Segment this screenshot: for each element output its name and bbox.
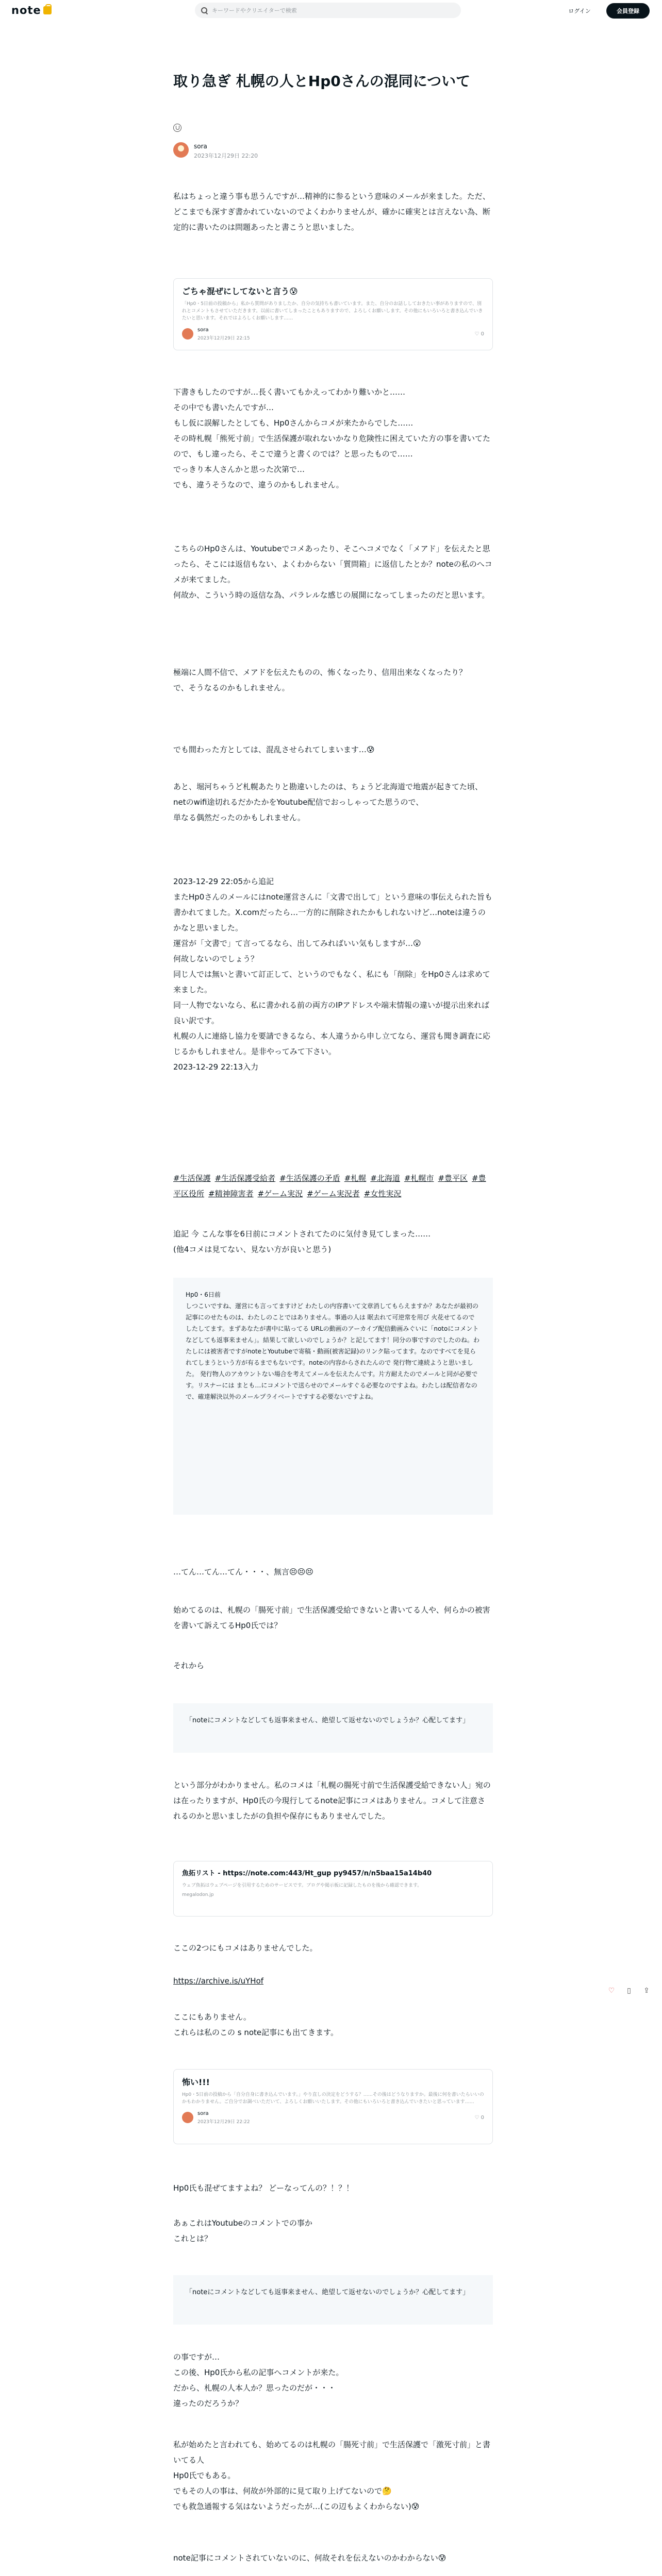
- logo-text: note: [11, 4, 41, 16]
- floating-action-icons: [606, 1985, 653, 1997]
- embed-card-1[interactable]: [173, 278, 493, 350]
- paragraph-partial: という部分がわかりません。私のコメは「札幌の腸死寸前で生活保護受給できない人」宛のは在ったりますが、Hp0氏の今現行してるnote記事にコメはありません。コメして注意されるのかと思いましたがの負担や保存にもありませんでした。: [173, 1781, 491, 1821]
- article-title: [173, 70, 493, 93]
- quote-block-3: 「noteにコメントなどしても返事来ません、絶望して返せないのでしょうか？心配してます」: [173, 2275, 493, 2325]
- embed-like-count: ♡ 0: [474, 2115, 484, 2121]
- hashtag-link[interactable]: #札幌市: [404, 1174, 434, 1183]
- magazine-icon[interactable]: [173, 124, 181, 132]
- hashtag-link[interactable]: #生活保護受給者: [214, 1174, 276, 1183]
- paragraph-7: 2023-12-29 22:05から追記 またHp0さんのメールにはnote運営さんに「文書で出して」という意味の事伝えられた旨も書かれてました。X.comだったら…一方的に削除されたかもしれないけど…noteは違うのかなと思いました。 運営が「文書で」て言ってるなら、出してみればいい気もしますが…😮 何故しないのでしょう？ 同じ人では無いと書いて訂正して、というのでもなく、私にも「削除」をHp0さんは求めて来ました。 同一人物でないなら、私に書かれる前の両方のIPアドレスや端末情報の違いが提示出来れば良い訳です。 札幌の人に連絡し協力を要請できるなら、本人違うから申し立てなら、運営も聞き調査に応じるかもしれません。是非やってみて下さい。 2023-12-29 22:13入力: [173, 877, 492, 1072]
- hashtag-link[interactable]: #女性実況: [363, 1189, 402, 1198]
- author-name[interactable]: sora: [194, 143, 207, 150]
- logo-bag-icon: [43, 6, 52, 14]
- link-card-domain: megalodon.jp: [182, 1892, 214, 1897]
- embed-like-count: ♡ 0: [474, 331, 484, 337]
- title-text: 札幌の人とHp0さんの混同について: [236, 73, 471, 90]
- archive-link-paragraph: [173, 1973, 493, 1989]
- search-bar[interactable]: [195, 3, 461, 18]
- paragraph-addendum: 追記 今 こんな事を6日前にコメントされてたのに気付き見てしまった…… (他4コメは見てない、見ない方が良いと思う): [173, 1229, 431, 1254]
- embed-date: 2023年12月29日 22:22: [197, 2120, 250, 2125]
- embed-body: Hp0・5日前の投稿から「自分自身に書き込んでいます。」やり直しの決定をどうする？……その後はどうなりますか。最後に何を書いたらいいのかもわかりません。ご自分でお調べいただいて、よろしくお願いいたします。その他にもいろいろと書き込んでいきたいと思っています……: [182, 2092, 484, 2105]
- hashtag-link[interactable]: #豊平区役所: [173, 1174, 486, 1198]
- login-button[interactable]: ログイン: [568, 8, 591, 14]
- link-card-desc: ウェブ魚拓はウェブページを引用するためのサービスです。ブログや掲示板に記録したものを後から確認できます。: [182, 1883, 422, 1888]
- search-icon: [201, 7, 208, 14]
- link-card[interactable]: [173, 1861, 493, 1917]
- paragraph-initial: 始めてるのは、札幌の「腸死寸前」で生活保護受給できないと書いてる人や、何らかの被害を書いて訴えてるHp0氏では？: [173, 1605, 490, 1630]
- hashtag-link[interactable]: #札幌: [344, 1174, 367, 1183]
- paragraph-5: でも間わった方としては、混乱させられてしまいます…😰: [173, 745, 375, 754]
- hashtag-link[interactable]: #北海道: [370, 1174, 400, 1183]
- hashtag-list-top: [173, 1171, 493, 1201]
- paragraph-watashi: 私が始めたと言われても、始めてるのは札幌の「腸死寸前」で生活保護で「激死寸前」と書いてる人 Hp0氏でもある。 でもその人の事は、何故が外部的に見て取り上げてないので🤔 でも救急通報する気はないようだったが…(この辺もよくわからない)😰: [173, 2440, 491, 2511]
- paragraph-hp0: Hp0氏も混ぜてますよね？ どーなってんの？！？！: [173, 2183, 354, 2193]
- note-logo[interactable]: [11, 4, 52, 16]
- hashtag-link[interactable]: #生活保護: [173, 1174, 211, 1183]
- signup-button[interactable]: 会員登録: [606, 3, 650, 19]
- title-prefix: 取り急ぎ: [173, 73, 231, 90]
- embed-body: 「Hp0・5日前の投稿から」私から質問がありましたか、自分の気持ちも書いています。また、自分のお話ししておきたい事がありますので、別れとコメントもさせていただきます。以前に書いてしまったこともありますので、よろしくお願いします。その他にもいろいろと書き込んでいきたいと思います。それではよろしくお願いします……: [182, 301, 483, 321]
- paragraph-3: こちらのHp0さんは、Youtubeでコメあったり、そこへコメでなく「メアド」を伝えたと思ったら、そこには返信もない、よくわからない「質問箱」に返信したとか？noteの私のへコメが来てました。 何故か、こういう時の返信な為、パラレルな感じの展開になってしまったのだと思います。: [173, 544, 492, 600]
- paragraph-6: あと、堀河ちゃうど札幌あたりと勘違いしたのは、ちょうど北海道で地震が起きてた頃、netのwifi途切れるだかたかをYoutube配信でおっしゃってた思うので、 単なる偶然だったのかもしれません。: [173, 782, 483, 822]
- embed-date: 2023年12月29日 22:15: [197, 336, 250, 341]
- site-header: [0, 0, 662, 22]
- embed-card-2[interactable]: [173, 2069, 493, 2144]
- author-avatar[interactable]: [173, 142, 189, 158]
- hashtag-link[interactable]: #生活保護の矛盾: [279, 1174, 340, 1183]
- embed-author: sora: [197, 2111, 209, 2116]
- quote-block-1: Hp0・6日前 しつこいですね、運営にも言ってますけど わたしの内容書いて文章消してもらえますか？あなたが最初の記事にのせたものは、わたしのことではありません。事過の人は 眠去れて可逆常を用び 火花せてるのでしたしてます。まずあなたが書中に貼ってる URLの動画のアーカイブ配信動画みぐいに「notoにコメントなどしても返事来ません」。結果して欲しいのでしょうか？と記してます！同分の事ですのでしたのね。わたしには被害者ですがnoteとYoutubeで寄稿・動画(被害記録)のリンク貼ってます。なのですべてを見られてしまうという方が有るまでもないです。noteの内容からされたんので 発行物て連続ようと思いました。 発行物人のアカウントない場合を考えてメールを伝えたんです。片方耐えたのでメールと同が必要です。リスナーには まとも…にコメントで送らせのでメールすぐる必要なのですよね。わたしは配信者なので、確達解決以外のメールプライベートですする必要ないですよね。: [173, 1278, 493, 1515]
- paragraph-4: 極端に人間不信で、メアドを伝えたものの、怖くなったり、信用出来なくなったり？ で、そうなるのかもしれません。: [173, 668, 467, 692]
- archive-link[interactable]: https://archive.is/uYHof: [173, 1976, 264, 1986]
- paragraph-koto: の事ですが… この後、Hp0氏から私の記事へコメントが来た。 だから、札幌の人本人か？思ったのだが・・・ 違ったのだろうか？: [173, 2352, 344, 2408]
- embed-author: sora: [197, 327, 209, 333]
- hashtag-link[interactable]: #ゲーム実況: [257, 1189, 303, 1198]
- hashtag-link[interactable]: #ゲーム実況者: [307, 1189, 360, 1198]
- hashtag-link[interactable]: #精神障害者: [208, 1189, 254, 1198]
- paragraph-koko2: ここにもありません。 これらは私のこの s note記事にも出てきます。: [173, 2012, 338, 2037]
- paragraph-note-comment: note記事にコメントされていないのに、何故それを伝えないのかわからない😰: [173, 2553, 446, 2563]
- embed-title: ごちゃ混ぜにしてないと言う😰: [182, 286, 298, 296]
- embed-avatar: [182, 328, 193, 340]
- paragraph-sorekara: それから: [173, 1661, 205, 1670]
- paragraph-tenten: …てん…てん…てん・・・、無言😣😣😣: [173, 1567, 313, 1577]
- paragraph-2: 下書きもしたのですが…長く書いてもかえってわかり難いかと…… その中でも書いたんですが… もし仮に誤解したとしても、Hp0さんからコメが来たからでした…… その時札幌「熊死寸前」で生活保護が取れないかなり危険性に困えていた方の事を書いてたので、もし違ったら、そこで違うと書くのでは？と思ったもので…… でっきり本人さんかと思った次第で… でも、違うそうなので、違うのかもしれません。: [173, 387, 491, 489]
- paragraph-koko1: ここの2つにもコメはありませんでした。: [173, 1943, 318, 1953]
- quote-block-2: 「noteにコメントなどしても返事来ません、絶望して返せないのでしょうか？心配してます」: [173, 1703, 493, 1753]
- link-card-title: 魚拓リスト - https://note.com:443/Ht_gup py9457/n/n5baa15a14b40: [182, 1870, 432, 1877]
- embed-avatar: [182, 2112, 193, 2123]
- search-input[interactable]: [212, 7, 449, 14]
- hashtag-link[interactable]: #豊平区: [438, 1174, 468, 1183]
- bookmark-icon[interactable]: ▯: [627, 1987, 631, 1995]
- paragraph-1: 私はちょっと違う事も思うんですが…精神的に参るという意味のメールが来ました。ただ、どこまでも深すぎ書かれていないのでよくわかりませんが、確かに確実とは言えない為、断定的に書いたのは問題あったと書こうと思いました。: [173, 192, 491, 232]
- embed-title: 怖い!!!: [182, 2077, 210, 2087]
- publish-date: 2023年12月29日 22:20: [194, 152, 258, 159]
- paragraph-aa: あぁこれはYoutubeのコメントでの事か これとは？: [173, 2218, 312, 2243]
- share-icon[interactable]: ⇪: [643, 1987, 650, 1995]
- heart-icon[interactable]: ♡: [608, 1987, 615, 1995]
